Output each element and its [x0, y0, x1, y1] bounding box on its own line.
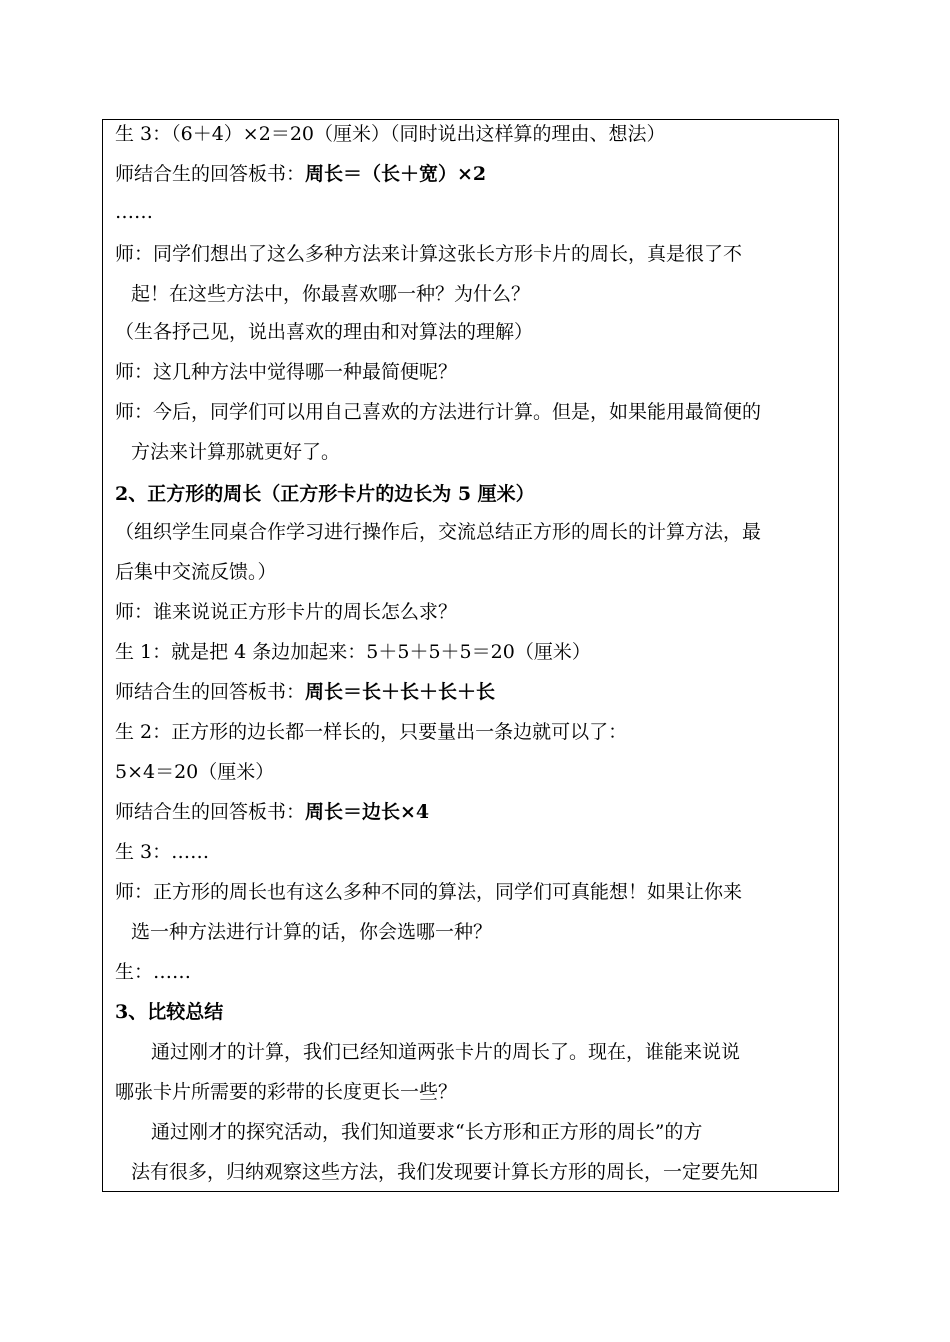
summary-paragraph-1-line-1: 通过刚才的计算，我们已经知道两张卡片的周长了。现在，谁能来说说 [151, 1041, 741, 1063]
teacher-praise-square-line: 师：正方形的周长也有这么多种不同的算法，同学们可真能想！如果让你来 [115, 881, 743, 903]
summary-paragraph-2-line-2: 法有很多，归纳观察这些方法，我们发现要计算长方形的周长，一定要先知 [131, 1161, 759, 1183]
square-perimeter-formula-sum: 周长＝长＋长＋长＋长 [305, 681, 496, 703]
board-note-line [115, 800, 429, 824]
teacher-praise-line: 师：同学们想出了这么多种方法来计算这张长方形卡片的周长，真是很了不 [115, 243, 743, 265]
activity-instruction-line: （组织学生同桌合作学习进行操作后，交流总结正方形的周长的计算方法，最 [115, 521, 762, 543]
summary-paragraph-1-line-2: 哪张卡片所需要的彩带的长度更长一些？ [115, 1081, 458, 1103]
teacher-choice-question: 选一种方法进行计算的话，你会选哪一种？ [131, 921, 493, 943]
student-1-answer-line: 生 1：就是把 4 条边加起来：5＋5＋5＋5＝20（厘米） [115, 641, 591, 663]
activity-instruction-continued: 后集中交流反馈。） [115, 561, 277, 583]
board-note-prefix: 师结合生的回答板书： [115, 801, 306, 823]
section-2-heading: 2、正方形的周长（正方形卡片的边长为 5 厘米） [115, 483, 535, 505]
board-note-line [115, 162, 486, 186]
student-2-calculation: 5×4＝20（厘米） [115, 761, 275, 783]
student-3-ellipsis-line: 生 3：…… [115, 841, 210, 863]
section-3-heading: 3、比较总结 [115, 1001, 224, 1023]
ellipsis-line: …… [115, 201, 153, 223]
board-note-prefix: 师结合生的回答板书： [115, 681, 306, 703]
teacher-simplest-question: 师：这几种方法中觉得哪一种最简便呢？ [115, 361, 458, 383]
teacher-question-line: 起！在这些方法中，你最喜欢哪一种？为什么？ [131, 283, 531, 305]
student-2-answer-line: 生 2：正方形的边长都一样长的，只要量出一条边就可以了： [115, 721, 628, 743]
board-note-prefix: 师结合生的回答板书： [115, 163, 306, 185]
rectangle-perimeter-formula: 周长＝（长＋宽）×2 [305, 163, 487, 185]
summary-paragraph-2-line-1: 通过刚才的探究活动，我们知道要求“长方形和正方形的周长”的方 [151, 1121, 703, 1143]
student-3-answer-line: 生 3：（6＋4）×2＝20（厘米）（同时说出这样算的理由、想法） [115, 123, 666, 145]
square-perimeter-formula-product: 周长＝边长×4 [305, 801, 430, 823]
students-ellipsis-line: 生：…… [115, 961, 192, 983]
student-opinions-line: （生各抒己见，说出喜欢的理由和对算法的理解） [115, 321, 534, 343]
teacher-advice-continued: 方法来计算那就更好了。 [131, 441, 341, 463]
board-note-line [115, 680, 495, 704]
teacher-square-question: 师：谁来说说正方形卡片的周长怎么求？ [115, 601, 458, 623]
teacher-advice-line: 师：今后，同学们可以用自己喜欢的方法进行计算。但是，如果能用最简便的 [115, 401, 762, 423]
